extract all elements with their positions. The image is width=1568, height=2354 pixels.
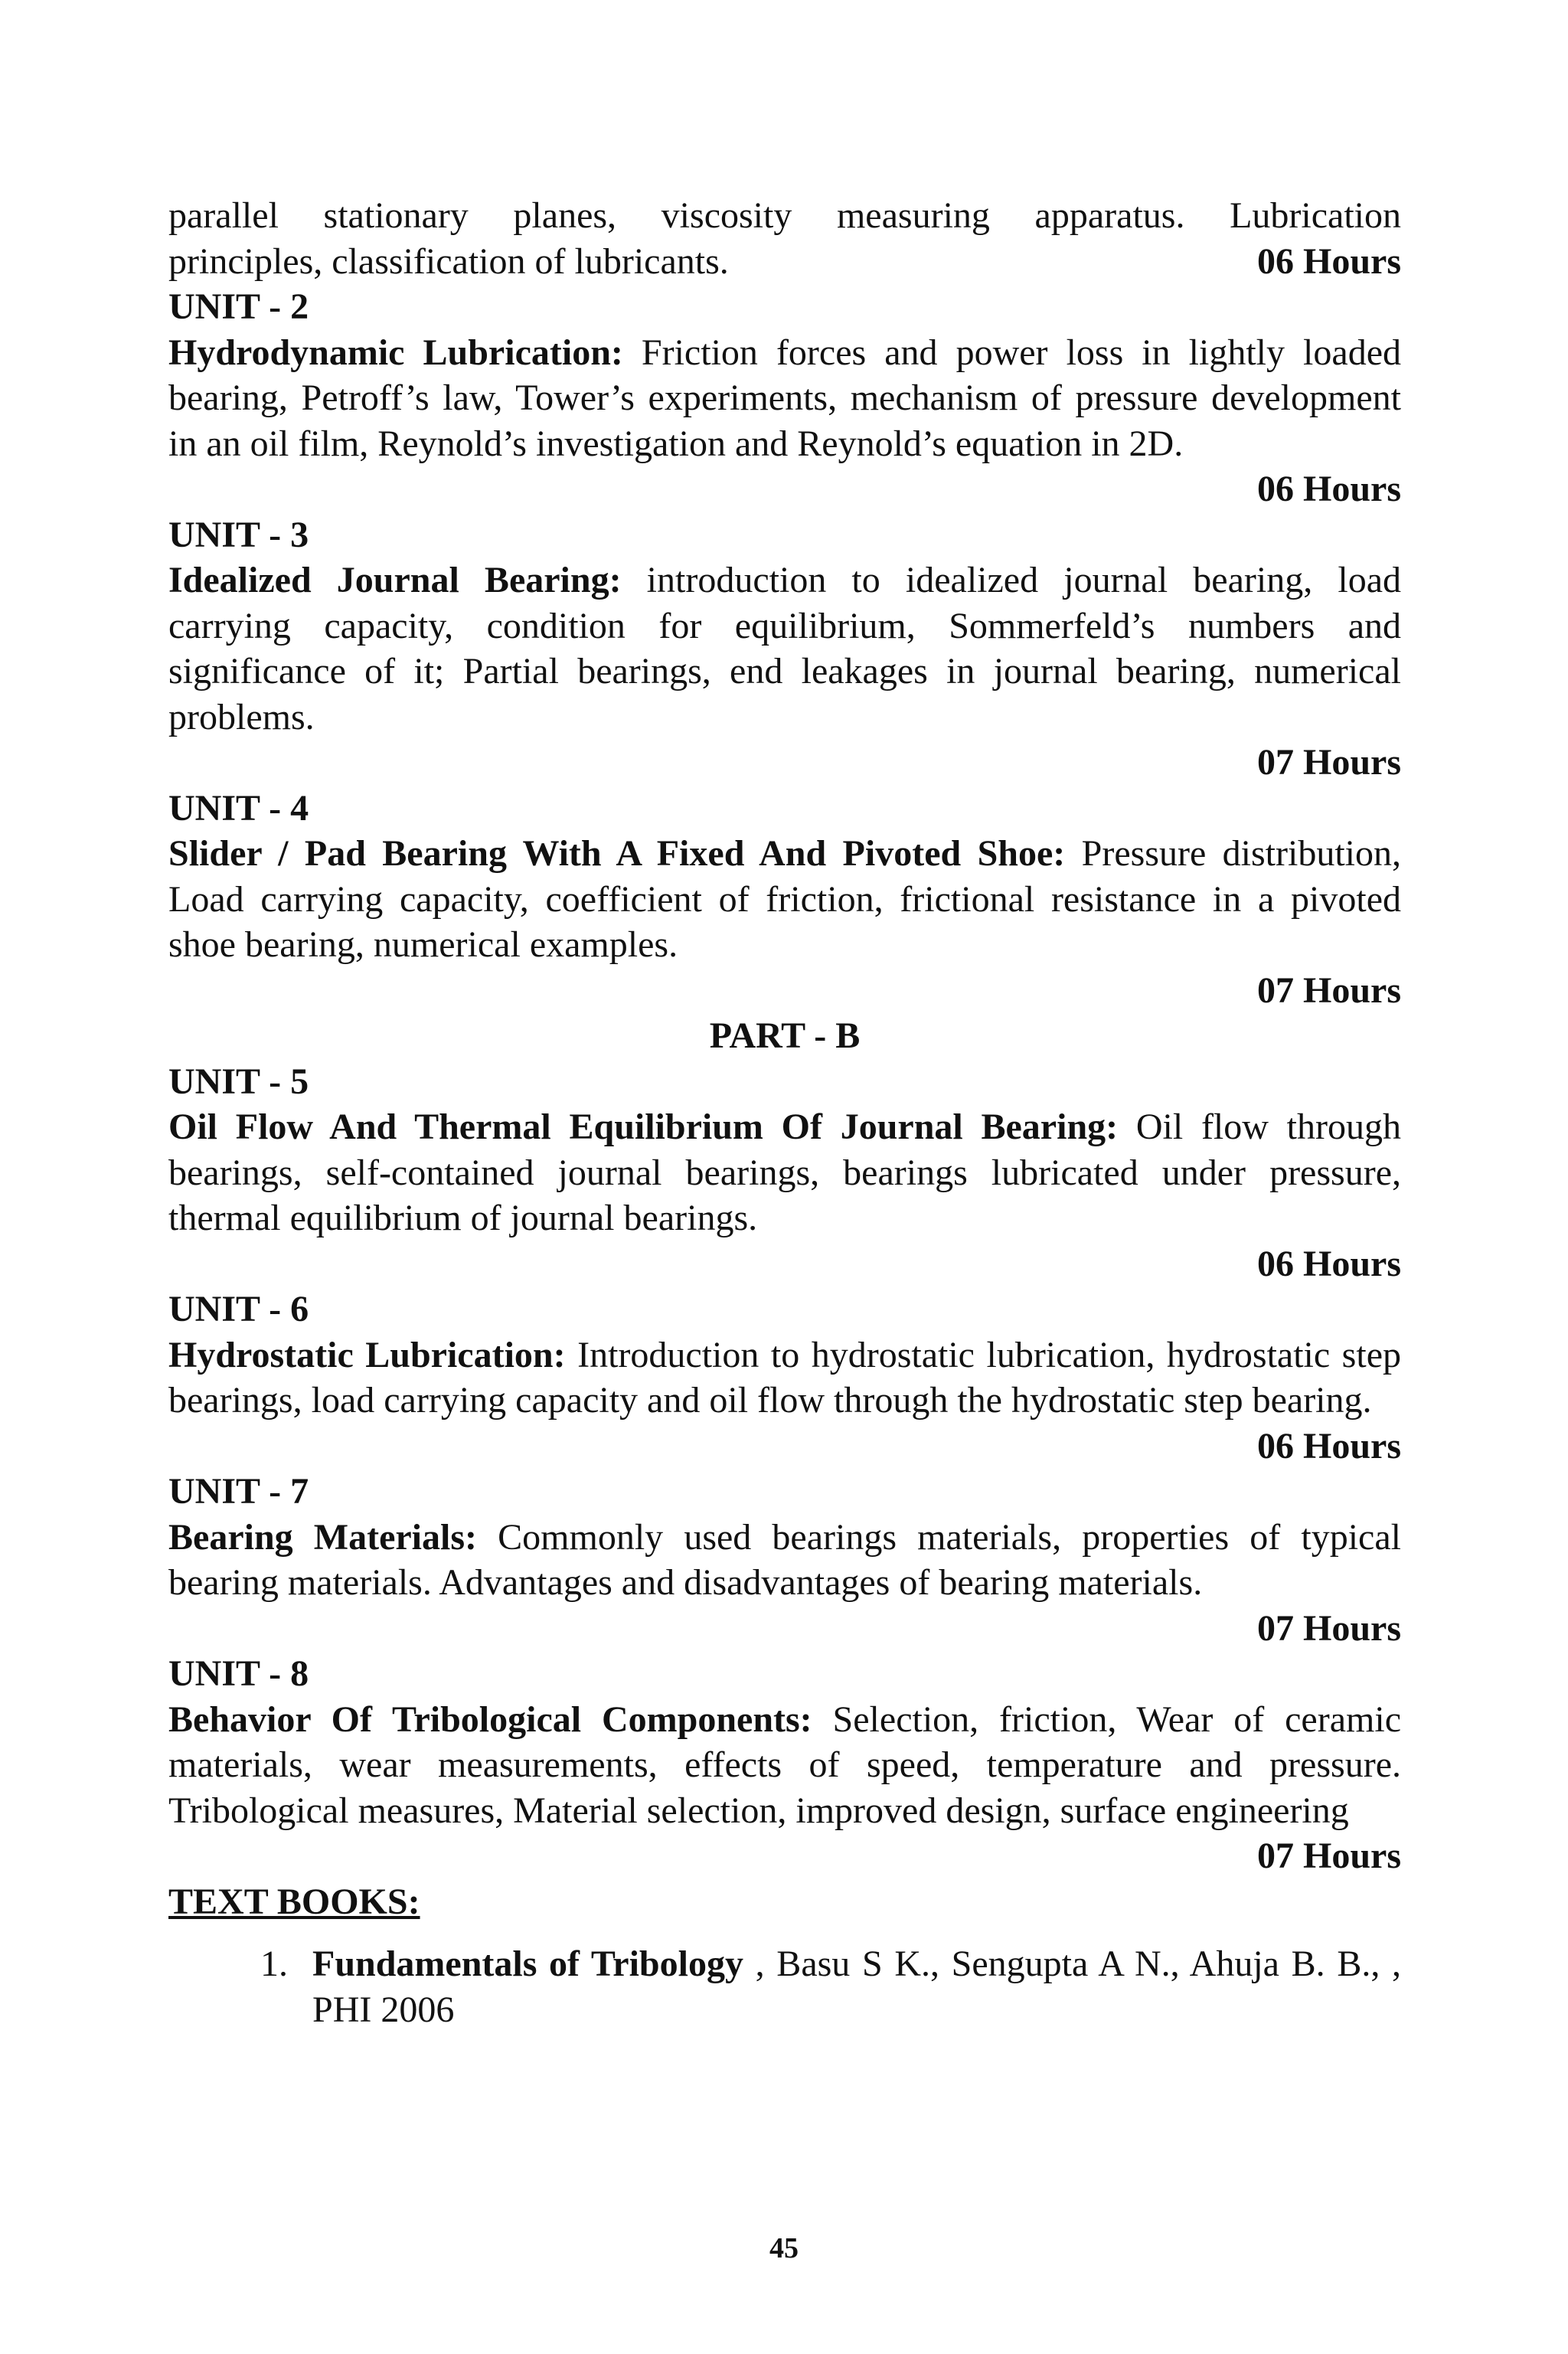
- unit-6-text: Introduction to hydrostatic lubrication, hydrostatic step bearings, load carrying capacity and oil flow through the hydrostatic step bearing.: [168, 1334, 1402, 1421]
- unit-6-body: [168, 1332, 1401, 1424]
- unit-8-heading: Behavior Of Tribological Components:: [168, 1698, 812, 1740]
- unit-5-hours: 06 Hours: [1256, 1243, 1401, 1284]
- unit-7-body: [168, 1515, 1401, 1606]
- unit-4-hours: 07 Hours: [1256, 969, 1401, 1011]
- unit-2-title: UNIT - 2: [168, 286, 309, 327]
- unit-6-title: UNIT - 6: [168, 1289, 309, 1329]
- intro-line-2: [168, 239, 1401, 285]
- unit-4-body: [168, 831, 1401, 968]
- unit-4-heading: Slider / Pad Bearing With A Fixed And Pivoted Shoe:: [168, 833, 1066, 874]
- unit-4-text: Pressure distribution, Load carrying capacity, coefficient of friction, frictional resistance in a pivoted shoe bearing, numerical examples.: [168, 833, 1402, 965]
- unit-5-text: Oil flow through bearings, self-contained journal bearings, bearings lubricated under pressure, thermal equilibrium of journal bearings.: [168, 1107, 1401, 1238]
- text-book-item: [168, 1941, 1401, 2032]
- intro-line-1: parallel stationary planes, viscosity measuring apparatus. Lubrication: [168, 195, 1401, 236]
- unit-3-title: UNIT - 3: [168, 514, 309, 555]
- unit-5-heading: Oil Flow And Thermal Equilibrium Of Journal Bearing:: [168, 1107, 1119, 1147]
- unit-8-hours: 07 Hours: [1256, 1836, 1401, 1876]
- text-book-title: Fundamentals of Tribology: [312, 1944, 743, 1984]
- unit-3-heading: Idealized Journal Bearing:: [168, 560, 622, 600]
- part-b-heading: PART - B: [709, 1015, 861, 1056]
- document-body: [168, 193, 1401, 2032]
- unit-7-title: UNIT - 7: [168, 1471, 309, 1512]
- unit-3-body: [168, 557, 1401, 740]
- text-book-number: 1.: [260, 1944, 288, 1984]
- unit-6-heading: Hydrostatic Lubrication:: [168, 1334, 566, 1375]
- unit-5-title: UNIT - 5: [168, 1061, 309, 1102]
- page-number: 45: [769, 2232, 799, 2264]
- unit-8-text: Selection, friction, Wear of ceramic materials, wear measurements, effects of speed, temperature and pressure. Tribological measures, Material selection, improved design, surface engineering: [168, 1698, 1402, 1831]
- unit-4-title: UNIT - 4: [168, 787, 309, 829]
- unit-3-hours: 07 Hours: [1256, 742, 1401, 783]
- intro-hours: 06 Hours: [1256, 240, 1401, 282]
- unit-5-body: [168, 1104, 1401, 1241]
- unit-2-text: Friction forces and power loss in lightly loaded bearing, Petroff’s law, Tower’s experiments, mechanism of pressure development in an oil film, Reynold’s investigation and Reynold’s equation in 2D.: [168, 332, 1401, 464]
- text-book-details: , Basu S K., Sengupta A N., Ahuja B. B., , PHI 2006: [312, 1944, 1401, 2030]
- unit-7-hours: 07 Hours: [1256, 1607, 1401, 1649]
- unit-7-heading: Bearing Materials:: [168, 1516, 478, 1558]
- unit-8-title: UNIT - 8: [168, 1653, 309, 1694]
- unit-3-text: introduction to idealized journal bearing, load carrying capacity, condition for equilibrium, Sommerfeld’s numbers and significance of it; Partial bearings, end leakages in journal bearing, numerical problems.: [168, 560, 1401, 737]
- unit-2-hours: 06 Hours: [1256, 469, 1401, 509]
- unit-2-body: [168, 330, 1401, 467]
- unit-7-text: Commonly used bearings materials, properties of typical bearing materials. Advantages and disadvantages of bearing materials.: [168, 1516, 1402, 1603]
- intro-text: principles, classification of lubricants.: [168, 240, 729, 282]
- unit-6-hours: 06 Hours: [1256, 1425, 1401, 1466]
- unit-2-heading: Hydrodynamic Lubrication:: [168, 332, 623, 373]
- text-book-entry: [312, 1941, 1401, 2032]
- unit-8-body: [168, 1697, 1401, 1834]
- text-books-heading: TEXT BOOKS:: [168, 1881, 420, 1922]
